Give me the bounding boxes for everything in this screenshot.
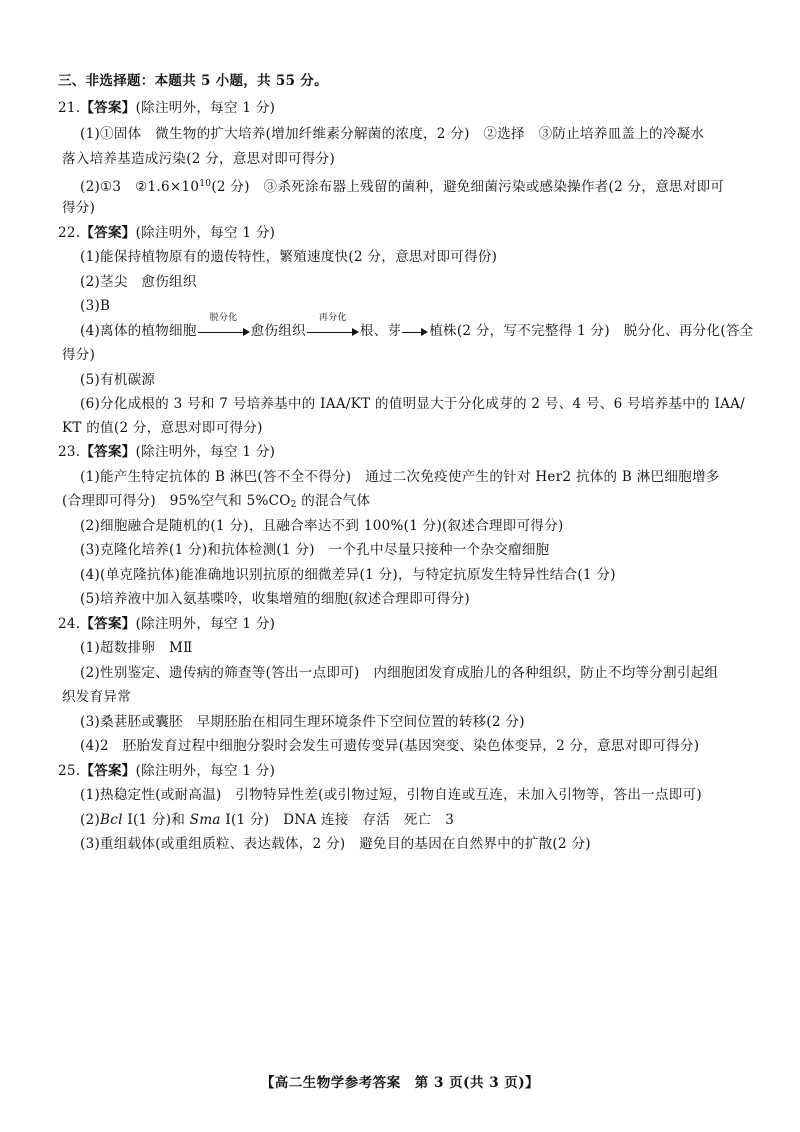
q25-line-2-part-c: Ⅰ(1 分) DNA 连接 存活 死亡 3 [220,812,455,828]
q24-line-1: (1)超数排卵 MⅡ [80,640,193,656]
q25-line-2-part-b: Ⅰ(1 分)和 [122,812,190,828]
q21-note: (除注明外，每空 1 分) [135,100,276,116]
q23-line-1: (1)能产生特定抗体的 B 淋巴(答不全不得分) 通过二次免疫使产生的针对 Her2 抗体的 B 淋巴细胞增多 [80,469,720,485]
q25-answer-tag: 【答案】 [80,763,136,779]
arrow-shaft [198,332,244,333]
q23-number: 23. [58,444,81,460]
q22-answer-tag: 【答案】 [80,225,136,241]
q22-line-4-part-d: 植株(2 分，写不完整得 1 分) 脱分化、再分化(答全 [429,323,754,339]
q22-number: 22. [58,225,81,241]
sma-enzyme: Sma [189,812,221,828]
q23-line-3: (2)细胞融合是随机的(1 分)，且融合率达不到 100%(1 分)(叙述合理即可得分) [80,518,564,534]
arrow-shaft [402,332,422,333]
q23-note: (除注明外，每空 1 分) [135,444,276,460]
dedifferentiation-arrow [198,313,250,340]
q22-line-4-part-a: (4)离体的植物细胞 [80,323,197,339]
q21-exponent: 10 [199,179,212,189]
q25-line-1: (1)热稳定性(或耐高温) 引物特异性差(或引物过短，引物自连或互连，未加入引物等，答出一点即可) [80,787,702,803]
q21-line-3-part-b: (2 分) ③杀死涂布器上残留的菌种，避免细菌污染或感染操作者(2 分，意思对即可 [211,179,725,195]
arrow-shaft [307,332,353,333]
co2-subscript: 2 [290,500,297,510]
q23-line-2-part-a: (合理即可得分) 95%空气和 5%CO [62,493,291,509]
q24-line-2: (2)性别鉴定、遗传病的筛查等(答出一点即可) 内细胞团发育成胎儿的各种组织，防止不均等分割引起组 [80,665,719,681]
q23-line-6: (5)培养液中加入氨基喋呤，收集增殖的细胞(叙述合理即可得分) [80,591,470,607]
q23-line-4: (3)克隆化培养(1 分)和抗体检测(1 分) 一个孔中尽量只接种一个杂交瘤细胞 [80,542,550,558]
q22-line-3: (3)B [80,298,111,314]
q25-number: 25. [58,763,81,779]
arrow-head-icon [243,328,250,336]
q23-line-2-part-b: 的混合气体 [296,493,371,509]
arrow-head-icon [352,328,359,336]
page-footer: 【高二生物学参考答案 第 3 页(共 3 页)】 [260,1075,540,1091]
q21-header [58,99,275,117]
q25-line-3: (3)重组载体(或重组质粒、表达载体，2 分) 避免目的基因在自然界中的扩散(2 分) [80,836,591,852]
redifferentiation-label: 再分化 [318,313,347,323]
q25-line-2 [80,811,454,829]
arrow-head-icon [421,328,428,336]
q24-line-5: (4)2 胚胎发育过程中细胞分裂时会发生可遗传变异(基因突变、染色体变异，2 分，意思对即可得分) [80,738,700,754]
q25-note: (除注明外，每空 1 分) [135,763,276,779]
redifferentiation-arrow [307,313,359,340]
q23-line-5: (4)(单克隆抗体)能准确地识别抗原的细微差异(1 分)，与特定抗原发生特异性结合(1 分) [80,567,616,583]
q21-answer-tag: 【答案】 [80,100,136,116]
q22-line-1: (1)能保持植物原有的遗传特性，繁殖速度快(2 分，意思对即可得份) [80,249,498,265]
q22-line-2: (2)茎尖 愈伤组织 [80,274,197,290]
q24-number: 24. [58,616,81,632]
q24-line-4: (3)桑葚胚或囊胚 早期胚胎在相同生理环境条件下空间位置的转移(2 分) [80,714,525,730]
q21-number: 21. [58,100,81,116]
q22-line-4 [80,313,754,340]
q24-line-3: 织发育异常 [62,689,131,705]
q22-line-5: 得分) [62,347,96,363]
q23-answer-tag: 【答案】 [80,444,136,460]
q24-answer-tag: 【答案】 [80,616,136,632]
q21-line-3 [80,175,724,196]
q23-line-2 [62,492,370,514]
q23-header [58,443,275,461]
q22-note: (除注明外，每空 1 分) [135,225,276,241]
q22-line-4-part-c: 根、芽 [359,323,402,339]
growth-arrow [402,322,428,340]
q21-line-3-part-a: (2)①3 ②1.6×10 [80,179,200,195]
q25-header [58,762,275,780]
q24-note: (除注明外，每空 1 分) [135,616,276,632]
q21-line-4: 得分) [62,200,96,216]
section-title: 三、非选择题：本题共 5 小题，共 55 分。 [58,73,328,89]
q22-header [58,224,275,242]
q22-line-7: (6)分化成根的 3 号和 7 号培养基中的 IAA/KT 的值明显大于分化成芽的 2 号、4 号、6 号培养基中的 IAA/ [80,396,746,412]
q22-line-4-part-b: 愈伤组织 [250,323,306,339]
q25-line-2-part-a: (2) [80,812,101,828]
q21-line-1: (1)①固体 微生物的扩大培养(增加纤维素分解菌的浓度，2 分) ②选择 ③防止培养皿盖上的冷凝水 [80,126,705,142]
q24-header [58,615,275,633]
dedifferentiation-label: 脱分化 [209,313,238,323]
bcl-enzyme: Bcl [100,812,123,828]
q21-line-2: 落入培养基造成污染(2 分，意思对即可得分) [62,151,336,167]
q22-line-6: (5)有机碳源 [80,372,156,388]
q22-line-8: KT 的值(2 分，意思对即可得分) [62,420,263,436]
